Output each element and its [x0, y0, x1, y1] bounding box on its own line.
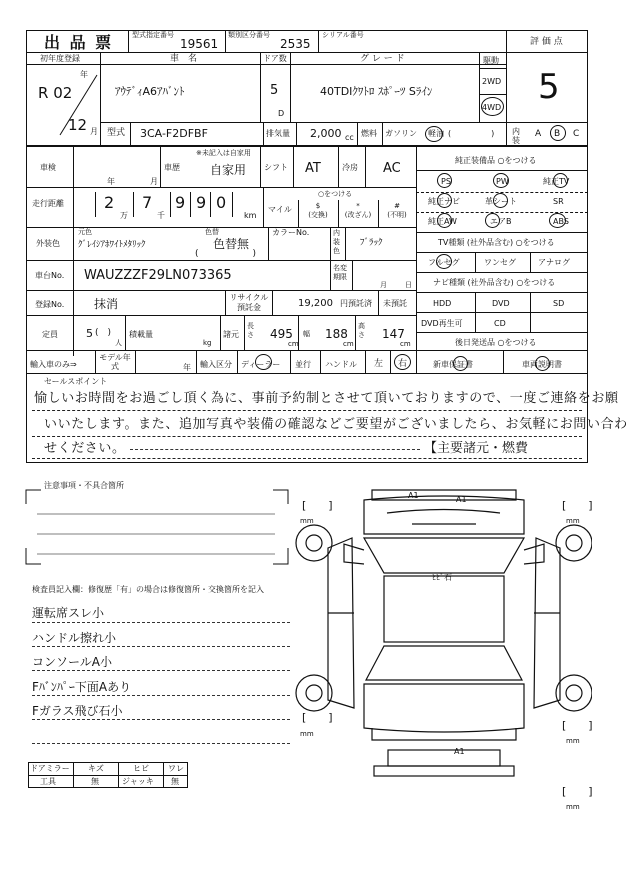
later-warranty-circle	[453, 356, 468, 371]
modified: * (改ざん)	[344, 202, 372, 219]
int-color: ﾌﾞﾗｯｸ	[360, 238, 383, 248]
equip-leather-circle	[493, 193, 508, 208]
equip-navi-circle	[437, 193, 452, 208]
eval-label: 評 価 点	[530, 37, 563, 47]
interior-c: C	[573, 129, 580, 139]
model-year-unit: 年	[183, 363, 191, 372]
vin: WAUZZZF29LN073365	[84, 268, 232, 283]
mile: マイル	[268, 205, 292, 214]
doors-label: ドア数	[263, 54, 287, 63]
import-label: 輸入車のみ⇒	[30, 360, 77, 369]
mile-check: ○をつける	[318, 190, 353, 198]
note-1: 運転席スレ小	[32, 606, 105, 620]
month: 12	[68, 116, 88, 134]
equip-title: 純正装備品 ○をつける	[455, 156, 537, 165]
legend-h4: ワレ	[168, 764, 184, 773]
sales-line-1: 愉しいお時間をお過ごし頂く為に、事前予約制とさせて頂いておりますので、一度ご連絡をお願	[34, 391, 619, 406]
legend-h2: キズ	[88, 764, 104, 773]
equip-ps: PS	[441, 177, 451, 186]
type-no-label: 型式指定番号	[132, 31, 174, 39]
cap-unit: 人	[115, 339, 122, 347]
interior-b: B	[554, 129, 561, 139]
drive-label: 駆動	[483, 56, 499, 65]
navi-sd: SD	[553, 299, 565, 308]
fuel-diesel: 軽油	[428, 129, 444, 138]
later-manual: 車両説明書	[522, 360, 562, 369]
digit-4: 9	[196, 193, 207, 212]
mm-spare: mm	[566, 803, 580, 811]
man: 万	[120, 211, 128, 220]
km: km	[244, 211, 257, 220]
nc-month: 月	[380, 281, 387, 289]
legend-h1: ドアミラー	[30, 764, 70, 773]
bracket-spare: [ ]	[562, 785, 593, 798]
color-change-label: 色替	[205, 228, 219, 236]
bracket-fr: [ ]	[562, 499, 593, 512]
doors: 5	[270, 83, 279, 98]
sen: 千	[157, 211, 165, 220]
import-class-label: 輸入区分	[200, 360, 232, 369]
mark-front-2: A1	[456, 495, 467, 504]
ac: AC	[383, 161, 401, 176]
color-change: 色替無	[213, 237, 250, 251]
shaken-year: 年	[107, 177, 115, 186]
wid-label: 幅	[303, 330, 310, 338]
equip-pw-circle	[493, 173, 509, 188]
handle-circle	[394, 354, 411, 370]
int-color-label: 内装色	[333, 229, 340, 255]
note-3: コンソールA小	[32, 655, 112, 669]
mm-fl: mm	[300, 517, 314, 525]
color-no-label: カラーNo.	[272, 228, 310, 237]
fuel-paren: ( )	[448, 129, 495, 138]
hgt-label: 高さ	[358, 322, 365, 339]
equip-leather: 革シート	[485, 197, 517, 206]
tv-title: TV種類 (社外品含む) ○をつける	[438, 238, 555, 247]
note-4: Fﾊﾞﾝﾊﾟｰ下面Aあり	[32, 680, 132, 694]
mm-rr: mm	[566, 737, 580, 745]
navi-title: ナビ種類 (社外品含む) ○をつける	[433, 278, 556, 287]
mark-windshield: ﾋﾋﾞ石	[432, 573, 452, 582]
drive-4wd: 4WD	[482, 103, 502, 112]
vin-label: 車台No.	[35, 271, 65, 280]
reg: 抹消	[94, 297, 119, 311]
disp-label: 排気量	[266, 129, 290, 138]
reg-label: 登録No.	[35, 300, 65, 309]
later-title: 後日発送品 ○をつける	[455, 338, 537, 347]
recycle-label: リサイクル預託金	[229, 293, 269, 312]
legend-v4: 無	[171, 777, 179, 786]
serial-label: シリアル番号	[322, 31, 364, 39]
sales-line-3: せください。	[44, 441, 126, 456]
inspector-label: 検査員記入欄：修復歴「有」の場合は修復箇所・交換箇所を記入	[32, 585, 264, 594]
bracket-fl: [ ]	[302, 499, 333, 512]
color-label: 外装色	[36, 239, 60, 248]
unknown: # (不明)	[387, 202, 407, 219]
dvd-label: DVD再生可	[421, 319, 463, 328]
dealer-circle	[255, 354, 272, 370]
car-name-label: 車 名	[170, 54, 198, 64]
cd: CD	[494, 319, 506, 328]
drive-4wd-circle	[481, 97, 504, 116]
bracket-rr: [ ]	[562, 719, 593, 732]
class-no-label: 類別区分番号	[228, 31, 270, 39]
shift-label: シフト	[264, 163, 288, 172]
grade-label: グ レ ー ド	[360, 54, 405, 64]
tv-one: ワンセグ	[484, 258, 516, 267]
exchanged: $ (交換)	[308, 202, 328, 219]
model-label: 型式	[107, 128, 126, 138]
tv-full-circle	[436, 254, 452, 269]
shaken-month: 月	[150, 177, 158, 186]
month-unit: 月	[90, 127, 98, 136]
note-5: Fガラス飛び石小	[32, 704, 123, 718]
recycle-no: 未預託	[383, 299, 407, 308]
name-change-label: 名変期限	[333, 264, 347, 281]
len-label: 長さ	[247, 322, 254, 339]
equip-pw: PW	[496, 177, 509, 186]
wid-cm: cm	[343, 340, 354, 348]
equip-navi: 純正ナビ	[428, 197, 460, 206]
interior-circle	[550, 125, 566, 141]
color-paren: ( )	[195, 249, 257, 259]
sales-line-3-tail: 【主要諸元・燃費	[424, 441, 529, 456]
shaken-note: ※未記入は自家用	[196, 149, 251, 157]
mm-fr: mm	[566, 517, 580, 525]
door-sub: D	[278, 109, 285, 118]
car-diagram	[292, 478, 592, 808]
notes-bracket	[25, 488, 290, 566]
disp: 2,000	[310, 127, 342, 140]
ac-label: 冷房	[342, 163, 358, 172]
bracket-rl: [ ]	[302, 711, 333, 724]
equip-abs-circle	[549, 213, 566, 228]
mileage-label: 走行距離	[32, 199, 64, 208]
mm-rl: mm	[300, 730, 314, 738]
year-unit: 年	[80, 70, 88, 79]
drive-2wd: 2WD	[482, 77, 502, 86]
later-manual-circle	[535, 356, 550, 371]
tv-full: フルセグ	[428, 258, 460, 267]
eval-score: 5	[538, 67, 560, 107]
grade: 40TDIｸﾜﾄﾛ ｽﾎﾟｰﾂ Sﾗｲﾝ	[320, 85, 433, 98]
navi-dvd: DVD	[492, 299, 510, 308]
color-orig: ｸﾞﾚｲｼｱﾎﾜｲﾄﾒﾀﾘｯｸ	[78, 240, 146, 250]
equip-sr: SR	[553, 197, 564, 206]
handle-left: 左	[374, 359, 384, 369]
digit-1: 2	[104, 193, 115, 212]
cap-label: 定員	[42, 330, 58, 339]
equip-tv-circle	[553, 173, 568, 188]
equip-airbag-circle	[485, 213, 500, 228]
first-reg-label: 初年度登録	[40, 54, 80, 63]
model: 3CA-F2DFBF	[140, 127, 208, 140]
form-title: 出 品 票	[44, 33, 114, 52]
car-name: ｱｳﾃﾞｨA6ｱﾊﾞﾝﾄ	[115, 85, 185, 98]
mark-front-1: A1	[408, 491, 419, 500]
shift: AT	[305, 161, 321, 176]
notes-label: 注意事項・不具合箇所	[44, 481, 124, 490]
len-cm: cm	[288, 340, 299, 348]
model-year-label: モデル年式	[99, 353, 131, 371]
digit-2: 7	[142, 193, 153, 212]
hgt: 147	[382, 327, 405, 341]
class-no: 2535	[280, 37, 311, 51]
parallel: 並行	[295, 360, 311, 369]
equip-airbag: エアB	[490, 217, 512, 226]
later-warranty: 新車保証書	[433, 360, 473, 369]
nc-day: 日	[405, 281, 412, 289]
dims-label: 諸元	[223, 330, 239, 339]
equip-ps-circle	[437, 173, 452, 188]
tv-analog: アナログ	[538, 258, 570, 267]
type-no: 19561	[180, 37, 219, 51]
handle-right: 右	[398, 359, 408, 369]
fuel-circle	[425, 126, 443, 142]
handle-label: ハンドル	[325, 360, 357, 369]
fuel-gas: ガソリン	[385, 129, 417, 138]
legend-v3: ジャッキ	[122, 777, 154, 786]
equip-aw-circle	[437, 213, 452, 228]
fuel-label: 燃料	[361, 129, 377, 138]
legend-h3: ヒビ	[133, 764, 149, 773]
sales-line-2: いいたします。また、追加写真や装備の確認などご要望がございましたら、お気軽にお問い合わ	[44, 417, 628, 432]
sales-label: セールスポイント	[44, 377, 108, 386]
digit-3: 9	[175, 193, 186, 212]
navi-hdd: HDD	[433, 299, 452, 308]
digit-5: 0	[216, 193, 227, 212]
cap: 5	[86, 327, 93, 340]
hgt-cm: cm	[400, 340, 411, 348]
load-unit: kg	[203, 339, 212, 347]
note-2: ハンドル擦れ小	[32, 631, 117, 645]
color-orig-label: 元色	[78, 228, 92, 236]
dealer: ディーラー	[241, 360, 281, 369]
use-label: 車歴	[164, 163, 180, 172]
era: R 02	[38, 84, 73, 102]
use: 自家用	[210, 163, 247, 177]
disp-unit: cc	[345, 133, 354, 142]
legend-v1: 工具	[40, 777, 56, 786]
len: 495	[270, 327, 293, 341]
interior-a: A	[535, 129, 542, 139]
recycle-unit: 円預託済	[340, 299, 372, 308]
load-label: 積載量	[129, 330, 153, 339]
interior-label: 内装	[512, 127, 520, 145]
mark-rear: A1	[454, 747, 465, 756]
legend-v2: 無	[91, 777, 99, 786]
equip-abs: ABS	[553, 217, 569, 226]
equip-tv: 純正TV	[543, 177, 570, 186]
wid: 188	[325, 327, 348, 341]
recycle: 19,200	[298, 298, 333, 309]
shaken-label: 車検	[40, 163, 56, 172]
equip-aw: 純正AW	[428, 217, 457, 226]
